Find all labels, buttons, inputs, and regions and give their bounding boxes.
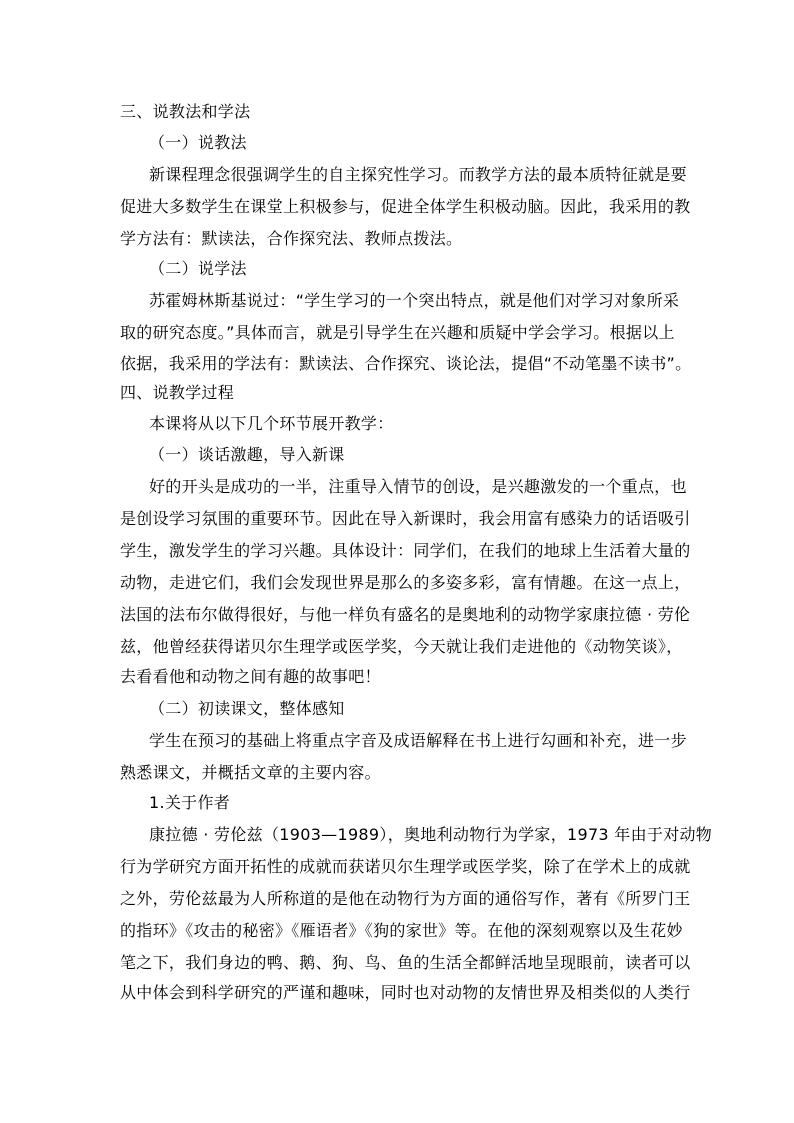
- paragraph-line: 新课程理念很强调学生的自主探究性学习。而教学方法的最本质特征就是要: [149, 165, 687, 184]
- section-heading: 四、说教学过程: [120, 383, 235, 402]
- paragraph-line: 去看看他和动物之间有趣的故事吧！: [120, 667, 381, 686]
- paragraph-line: 动物，走进它们，我们会发现世界是那么的多姿多彩，富有情趣。在这一点上，: [120, 573, 691, 592]
- paragraph-line: 依据，我采用的学法有：默读法、合作探究、谈论法，提倡“不动笔墨不读书”。: [120, 354, 692, 373]
- paragraph-line: 法国的法布尔做得很好，与他一样负有盛名的是奥地利的动物学家康拉德 · 劳伦: [120, 605, 691, 624]
- paragraph-line: 的指环》《攻击的秘密》《雁语者》《狗的家世》等。在他的深刻观察以及生花妙: [120, 921, 683, 940]
- paragraph-line: 兹，他曾经获得诺贝尔生理学或医学奖，今天就让我们走进他的《动物笑谈》，: [120, 637, 683, 656]
- paragraph-line: 笔之下，我们身边的鸭、鹅、狗、鸟、鱼的生活全都鲜活地呈现眼前，读者可以: [120, 953, 691, 972]
- paragraph-line: 学生在预习的基础上将重点字音及成语解释在书上进行勾画和补充，进一步: [149, 731, 687, 750]
- subsection-heading: （二）初读课文，整体感知: [149, 699, 345, 718]
- paragraph-line: 学生，激发学生的学习兴趣。具体设计：同学们，在我们的地球上生活着大量的: [120, 541, 691, 560]
- paragraph-line: 取的研究态度。”具体而言，就是引导学生在兴趣和质疑中学会学习。根据以上: [120, 323, 675, 342]
- paragraph-line: 行为学研究方面开拓性的成就而获诺贝尔生理学或医学奖，除了在学术上的成就: [120, 857, 691, 876]
- paragraph-line: 本课将从以下几个环节展开教学：: [149, 414, 394, 433]
- section-heading: 三、说教法和学法: [120, 102, 251, 121]
- paragraph-line: 之外，劳伦兹最为人所称道的是他在动物行为方面的通俗写作，著有《所罗门王: [120, 889, 691, 908]
- paragraph-line: 是创设学习氛围的重要环节。因此在导入新课时，我会用富有感染力的话语吸引: [120, 509, 691, 528]
- subsection-heading: 1.关于作者: [149, 793, 231, 812]
- paragraph-line: 从中体会到科学研究的严谨和趣味，同时也对动物的友情世界及相类似的人类行: [120, 983, 691, 1002]
- paragraph-line: 康拉德 · 劳伦兹（1903—1989），奥地利动物行为学家，1973 年由于对动物: [149, 825, 713, 844]
- paragraph-line: 学方法有：默读法，合作探究法、教师点拨法。: [120, 229, 463, 248]
- subsection-heading: （二）说学法: [149, 259, 247, 278]
- paragraph-line: 促进大多数学生在课堂上积极参与，促进全体学生积极动脑。因此，我采用的教: [120, 197, 691, 216]
- subsection-heading: （一）说教法: [149, 133, 247, 152]
- subsection-heading: （一）谈话激趣，导入新课: [149, 445, 345, 464]
- paragraph-line: 熟悉课文，并概括文章的主要内容。: [120, 763, 381, 782]
- paragraph-line: 苏霍姆林斯基说过：“学生学习的一个突出特点，就是他们对学习对象所采: [149, 291, 680, 310]
- paragraph-line: 好的开头是成功的一半，注重导入情节的创设，是兴趣激发的一个重点，也: [149, 477, 687, 496]
